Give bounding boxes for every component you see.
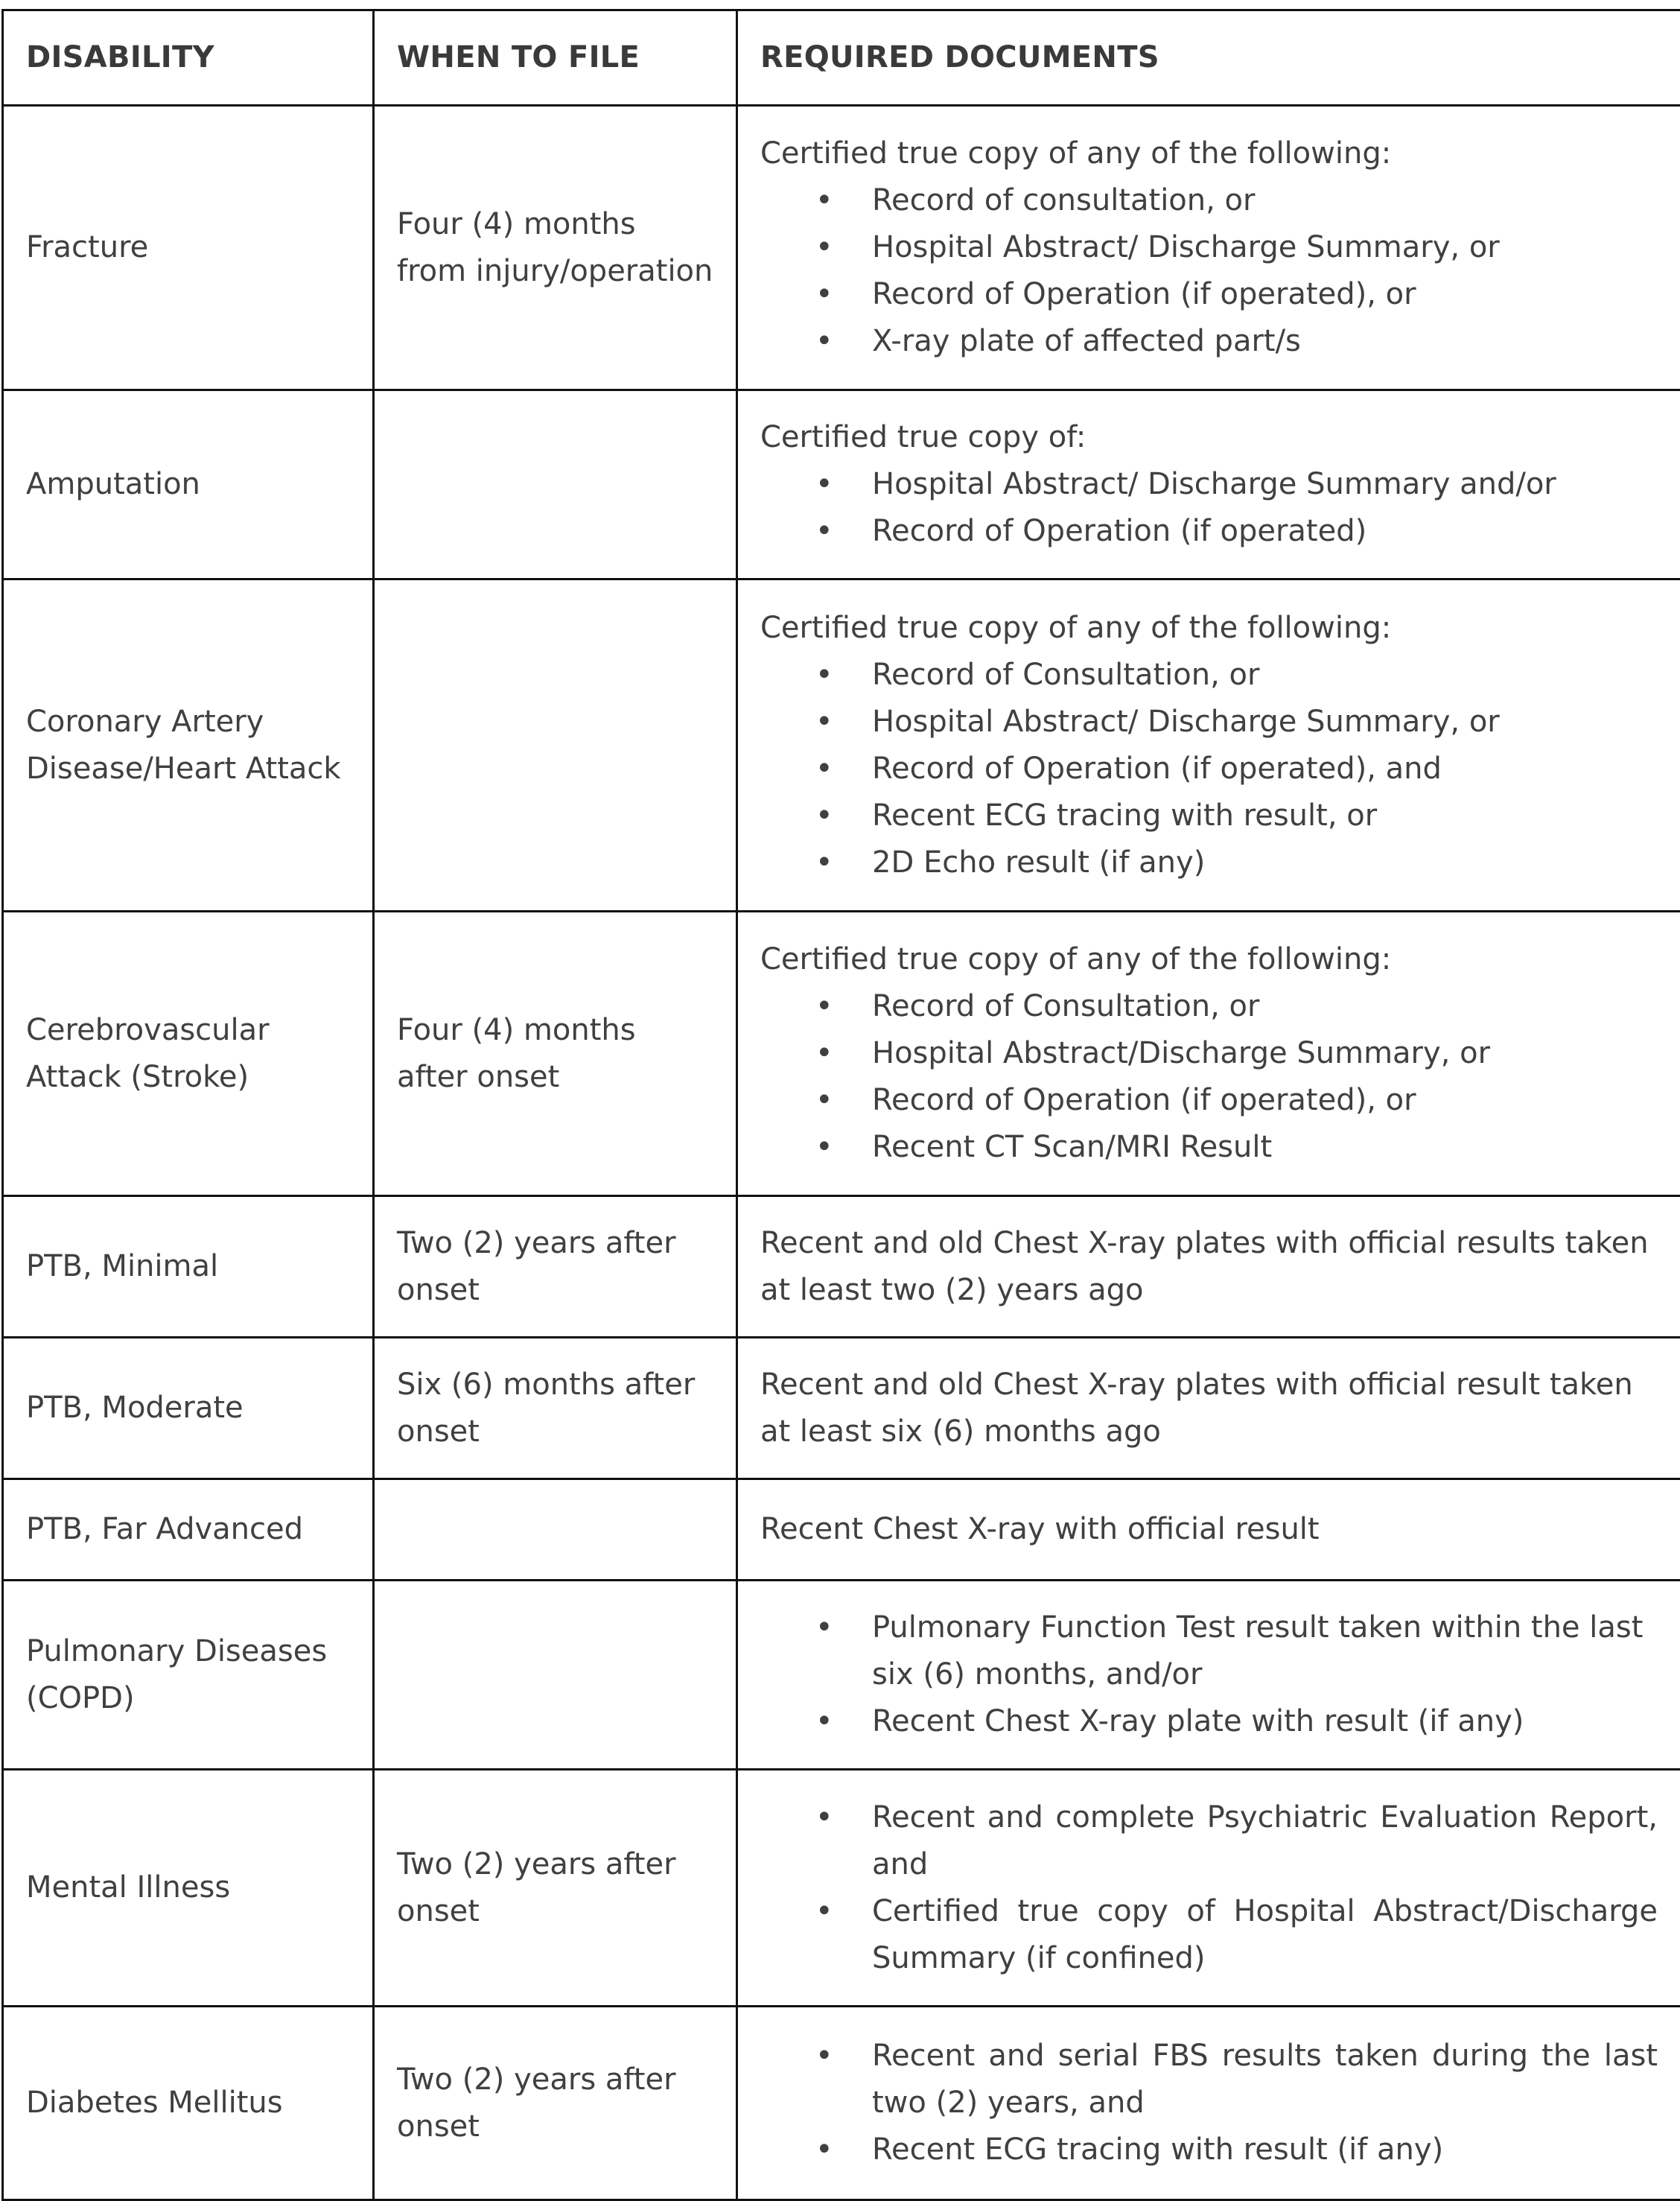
when-to-file-cell	[374, 1479, 737, 1581]
when-to-file-cell	[374, 390, 737, 579]
documents-list	[760, 461, 1658, 555]
list-item: • Record of Consultation, or	[872, 983, 1658, 1030]
list-item: • Record of Operation (if operated), and	[872, 746, 1658, 793]
table-row	[3, 1581, 1680, 1770]
list-item: • Pulmonary Function Test result taken within the last six (6) months, and/or	[872, 1604, 1658, 1698]
table-row	[3, 2007, 1680, 2200]
list-item: • Recent and complete Psychiatric Evaluation Report, and	[872, 1794, 1658, 1888]
documents-intro: Certified true copy of:	[760, 414, 1658, 461]
disability-cell: Coronary Artery Disease/Heart Attack	[3, 579, 374, 912]
list-item: • Record of Operation (if operated), or	[872, 1077, 1658, 1124]
documents-intro: Certified true copy of any of the following:	[760, 605, 1658, 652]
list-item: • Recent ECG tracing with result (if any)	[872, 2127, 1658, 2173]
required-documents-cell	[737, 1581, 1680, 1770]
list-item: • Recent and serial FBS results taken during the last two (2) years, and	[872, 2033, 1658, 2127]
when-to-file-cell: Four (4) months from injury/operation	[374, 106, 737, 390]
required-documents-cell	[737, 390, 1680, 579]
required-documents-cell	[737, 2007, 1680, 2200]
when-to-file-cell: Two (2) years after onset	[374, 1196, 737, 1338]
documents-list	[760, 2033, 1658, 2173]
table-row	[3, 912, 1680, 1196]
list-item: • Recent ECG tracing with result, or	[872, 793, 1658, 839]
list-item: • Record of consultation, or	[872, 177, 1658, 224]
header-required-documents: REQUIRED DOCUMENTS	[737, 10, 1680, 106]
disability-cell: Amputation	[3, 390, 374, 579]
list-item: • Hospital Abstract/ Discharge Summary, or	[872, 224, 1658, 271]
list-item: • Hospital Abstract/ Discharge Summary and/or	[872, 461, 1658, 508]
disability-cell: PTB, Moderate	[3, 1338, 374, 1479]
table-row	[3, 390, 1680, 579]
disability-cell: Fracture	[3, 106, 374, 390]
documents-list	[760, 1794, 1658, 1982]
when-to-file-cell: Four (4) months after onset	[374, 912, 737, 1196]
disability-cell: Mental Illness	[3, 1770, 374, 2007]
documents-intro: Certified true copy of any of the following:	[760, 936, 1658, 983]
documents-intro: Certified true copy of any of the following:	[760, 130, 1658, 177]
header-when-to-file: WHEN TO FILE	[374, 10, 737, 106]
list-item: • Record of Operation (if operated)	[872, 508, 1658, 555]
header-disability: DISABILITY	[3, 10, 374, 106]
table-row	[3, 1479, 1680, 1581]
disability-cell: PTB, Far Advanced	[3, 1479, 374, 1581]
list-item: • Hospital Abstract/Discharge Summary, or	[872, 1030, 1658, 1077]
documents-list	[760, 652, 1658, 886]
disability-requirements-table	[1, 9, 1680, 2201]
table-row	[3, 579, 1680, 912]
table-row	[3, 106, 1680, 390]
required-documents-cell	[737, 912, 1680, 1196]
table-row	[3, 1338, 1680, 1479]
list-item: • Record of Consultation, or	[872, 652, 1658, 699]
required-documents-cell: Recent Chest X-ray with official result	[737, 1479, 1680, 1581]
list-item: • Recent Chest X-ray plate with result (if any)	[872, 1698, 1658, 1745]
when-to-file-cell: Two (2) years after onset	[374, 1770, 737, 2007]
header-row	[3, 10, 1680, 106]
required-documents-cell	[737, 106, 1680, 390]
list-item: • Record of Operation (if operated), or	[872, 271, 1658, 318]
when-to-file-cell: Two (2) years after onset	[374, 2007, 737, 2200]
documents-list	[760, 1604, 1658, 1745]
required-documents-cell: Recent and old Chest X-ray plates with official result taken at least six (6) months ago	[737, 1338, 1680, 1479]
documents-list	[760, 983, 1658, 1171]
required-documents-cell	[737, 1770, 1680, 2007]
disability-cell: Pulmonary Diseases (COPD)	[3, 1581, 374, 1770]
documents-list	[760, 177, 1658, 365]
disability-cell: Cerebrovascular Attack (Stroke)	[3, 912, 374, 1196]
disability-cell: PTB, Minimal	[3, 1196, 374, 1338]
when-to-file-cell: Six (6) months after onset	[374, 1338, 737, 1479]
list-item: • Hospital Abstract/ Discharge Summary, or	[872, 699, 1658, 746]
list-item: • X-ray plate of affected part/s	[872, 318, 1658, 365]
table-row	[3, 1770, 1680, 2007]
when-to-file-cell	[374, 579, 737, 912]
required-documents-cell: Recent and old Chest X-ray plates with official results taken at least two (2) years ago	[737, 1196, 1680, 1338]
table-row	[3, 1196, 1680, 1338]
when-to-file-cell	[374, 1581, 737, 1770]
disability-cell: Diabetes Mellitus	[3, 2007, 374, 2200]
list-item: • Certified true copy of Hospital Abstract/Discharge Summary (if confined)	[872, 1888, 1658, 1982]
required-documents-cell	[737, 579, 1680, 912]
list-item: • Recent CT Scan/MRI Result	[872, 1124, 1658, 1171]
list-item: • 2D Echo result (if any)	[872, 839, 1658, 886]
